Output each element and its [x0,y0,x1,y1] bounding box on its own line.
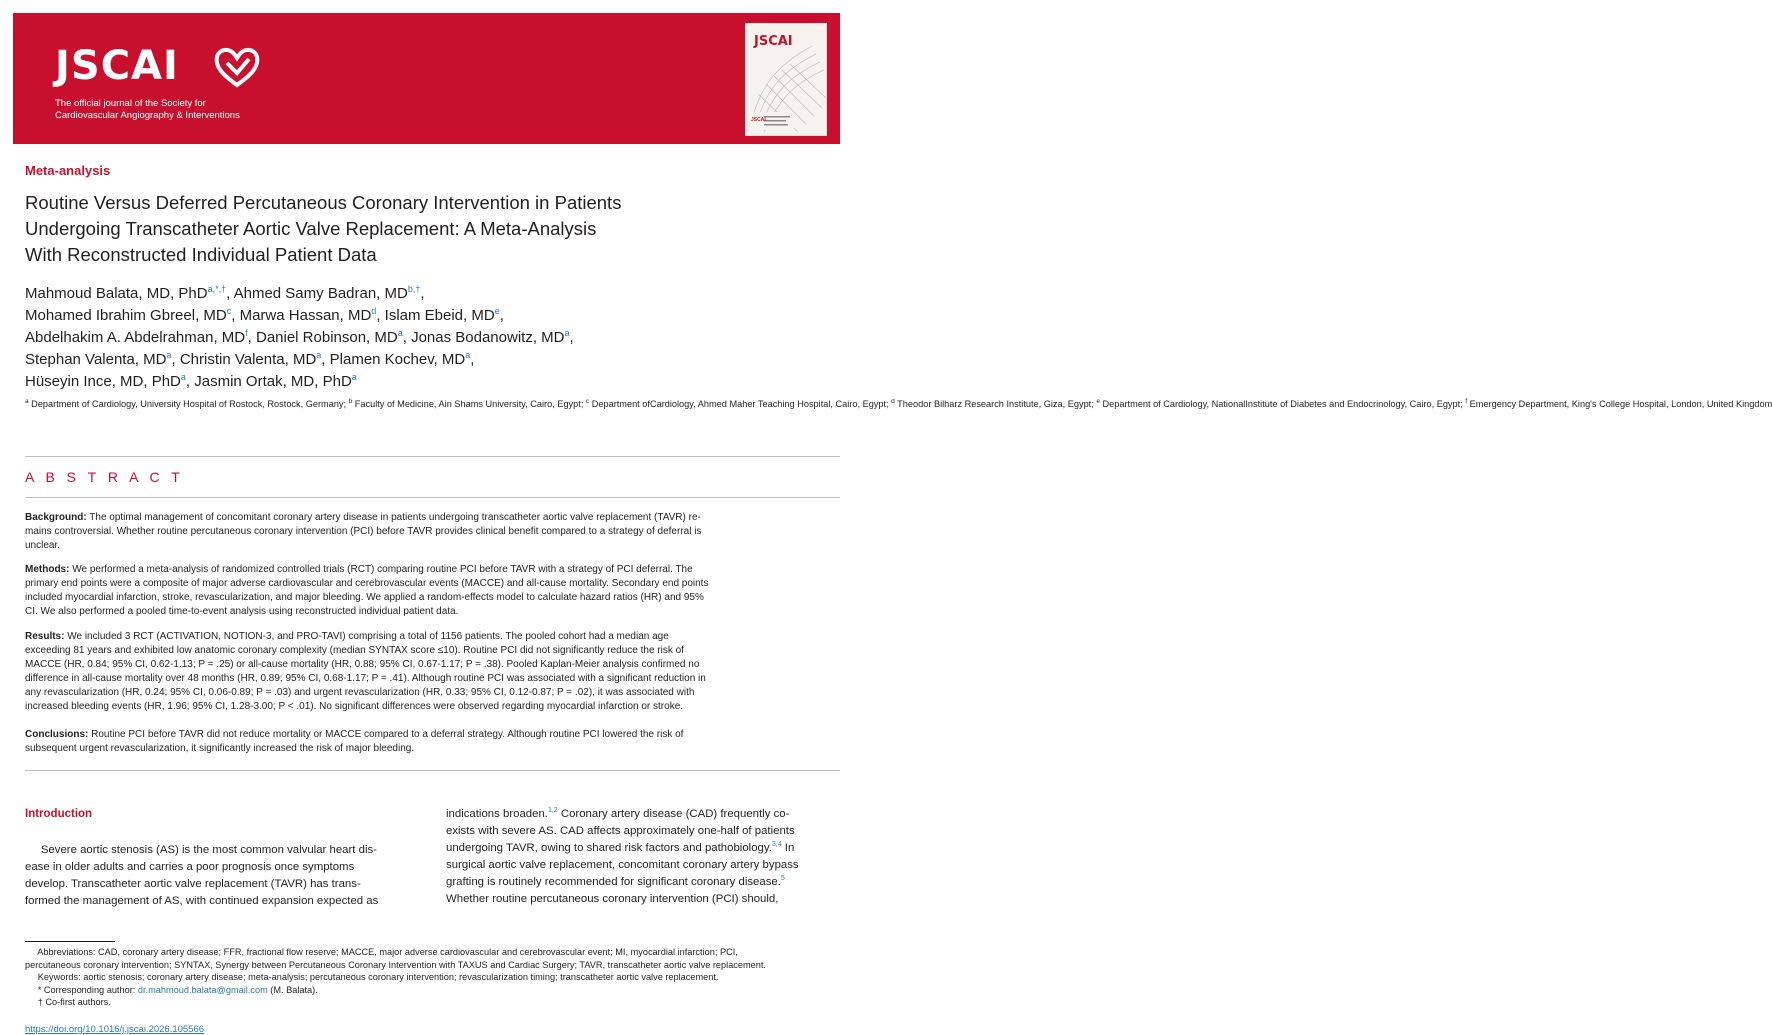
article-title: Routine Versus Deferred Percutaneous Coronary Intervention in Patients Undergoing Transcatheter Aortic Valve Replacement: A Meta-Analysis With Reconstructed Individual Patient Data [25,192,622,265]
author-affiliation-marker[interactable]: b,† [407,284,421,294]
text-run: Department of [589,399,650,409]
text-run: Severe aortic stenosis (AS) is the most common valvular heart dis- [25,844,377,856]
author-separator: , [420,285,425,302]
footnote-line: Keywords: aortic stenosis; coronary artery disease; meta-analysis; percutaneous coronary intervention; revascularization timing; transcatheter aortic valve replacement. [25,972,719,982]
author-separator: , [231,307,240,324]
abstract-text: primary end points were a composite of major adverse cardiovascular and cerebrovascular events (MACCE) and all-cause mortality. Secondary end points [25,578,709,589]
author-name[interactable]: Daniel Robinson, MD [255,329,398,346]
intro-line [446,840,841,857]
author-affiliation-marker[interactable]: e [494,306,500,316]
abstract-text: increased bleeding events (HR, 1.96; 95% CI, 1.28-3.00; P < .01). No significant differences were observed regarding myocardial infarction or stroke. [25,701,684,712]
superscript-ref[interactable]: b [348,397,353,405]
author-affiliation-marker[interactable]: a [351,372,357,382]
author-name[interactable]: Christin Valenta, MD [179,351,317,368]
author-affiliation-marker[interactable]: d [371,306,377,316]
superscript-ref[interactable]: f [1465,397,1468,405]
author-row [25,327,825,349]
text-run: Faculty of Medicine, Ain Shams University, Cairo, Egypt; [352,399,586,409]
author-name[interactable]: Abdelhakim A. Abdelrahman, MD [25,329,246,346]
corresponding-prefix: * Corresponding author: [25,984,138,995]
affiliation-line [650,399,1245,409]
divider-abstract [25,497,840,498]
abstract-line [25,511,840,525]
text-run: Coronary artery disease (CAD) frequently co- [557,808,790,820]
cofirst-note: † Co-first authors. [25,997,111,1007]
divider-top [25,456,840,457]
email-link[interactable]: dr.mahmoud.balata@gmail.com [137,984,268,995]
abstract-text: difference in all-cause mortality over 48 months (HR, 0.89; 95% CI, 0.68-1.17; P = .41). Although routine PCI was associated with a significant reduction in [25,673,706,684]
author-name[interactable]: Hüseyin Ince, MD, PhD [25,373,181,390]
author-row [25,349,825,371]
abstract-paragraph [25,511,840,553]
author-separator: , [402,329,412,346]
abstract-line [25,700,840,714]
text-run: Theodor Bilharz Research Institute, Giza, Egypt; [894,399,1097,409]
cover-small-logo: JSCAI [751,117,766,123]
footnote-line: percutaneous coronary intervention; SYNTAX, Synergy between Percutaneous Coronary Intervention with TAXUS and Cardiac Surgery; TAVR, transcatheter aortic valve replacement. [25,959,766,970]
text-run: exists with severe AS. CAD affects approximately one-half of patients [446,825,795,837]
abstract-paragraph-label: Conclusions: [25,729,89,740]
text-run: Cardiology, Ahmed Maher Teaching Hospital, Cairo, Egypt; [649,399,892,409]
intro-left-column [25,842,420,910]
text-run: Emergency Department, King's College Hospital, London, United Kingdom [1467,399,1772,409]
abstract-text: Routine PCI before TAVR did not reduce mortality or MACCE compared to a deferral strategy. Although routine PCI lowered the risk of [88,729,684,740]
abstract-text: subsequent urgent revascularization, it significantly increased the risk of major bleeding. [25,743,415,754]
text-run: In [781,842,795,854]
author-name[interactable]: Mahmoud Balata, MD, PhD [25,285,208,302]
divider-bottom [25,770,840,771]
abstract-paragraph [25,728,840,756]
author-separator: , [226,285,234,302]
author-name[interactable]: Ahmed Samy Badran, MD [233,285,408,302]
abstract-text: included myocardial infarction, stroke, revascularization, and major bleeding. We applied a random-effects model to calculate hazard ratios (HR) and 95% [25,592,704,603]
author-affiliation-marker[interactable]: a [166,350,172,360]
author-name[interactable]: Jasmin Ortak, MD, PhD [194,373,352,390]
heart-logo-icon [213,45,261,89]
journal-tagline: The official journal of the Society for Cardiovascular Angiography & Interventions [55,98,240,121]
abstract-line [25,539,840,553]
abstract-line [25,577,840,591]
abstract-line [25,728,840,742]
text-run: surgical aortic valve replacement, concomitant coronary artery bypass [446,859,799,871]
abstract-line [25,742,840,756]
intro-line [25,893,420,910]
author-separator: , [185,373,195,390]
author-affiliation-marker[interactable]: a [316,350,322,360]
abstract-line [25,658,840,672]
abstract-text: We included 3 RCT (ACTIVATION, NOTION-3, and PRO-TAVI) comprising a total of 1156 patients. The pooled cohort had a median age [64,631,669,642]
text-run: Department of Cardiology, National [1099,399,1246,409]
journal-cover-thumbnail[interactable] [745,23,827,136]
abstract-line [25,525,840,539]
intro-line [25,859,420,876]
footnotes [25,946,840,1009]
journal-header-band [13,13,840,144]
author-separator: , [247,329,256,346]
text-run: indications broaden. [446,808,548,820]
superscript-ref[interactable]: d [891,397,895,405]
author-affiliation-marker[interactable]: c [226,306,232,316]
cover-title: JSCAI [754,34,793,49]
text-run: Department of Cardiology, University Hospital of Rostock, Rostock, Germany; [28,399,349,409]
corresponding-author-line [25,984,840,997]
author-separator: , [499,307,504,324]
abstract-text: mains controversial. Whether routine percutaneous coronary intervention (PCI) before TAVR provides clinical benefit compared to a strategy of deferral is [25,526,702,537]
author-separator: , [376,307,385,324]
author-affiliation-marker[interactable]: a [465,350,471,360]
author-name[interactable]: Islam Ebeid, MD [384,307,495,324]
abstract-paragraph-label: Background: [25,512,87,523]
author-affiliation-marker[interactable]: a [397,328,403,338]
intro-line [446,874,841,891]
abstract-paragraph-label: Results: [25,631,65,642]
author-name[interactable]: Plamen Kochev, MD [329,351,466,368]
superscript-ref[interactable]: 5 [780,875,785,883]
text-run: undergoing TAVR, owing to shared risk factors and pathobiology. [446,842,772,854]
abstract-text: CI. We also performed a pooled time-to-event analysis using reconstructed individual patient data. [25,606,459,617]
abstract-line [25,605,840,619]
author-row [25,283,825,305]
text-run: ease in older adults and carries a poor prognosis once symptoms [25,861,355,873]
intro-line [446,806,841,823]
doi-link[interactable]: https://doi.org/10.1016/j.jscai.2026.105566 [25,1024,205,1035]
abstract-text: MACCE (HR, 0.84; 95% CI, 0.62-1.13; P = .25) or all-cause mortality (HR, 0.88; 95% CI, 0.67-1.17; P = .38). Pooled Kaplan-Meier analysis confirmed no [25,659,700,670]
author-separator: , [470,351,475,368]
affiliation-line [25,399,650,409]
corresponding-suffix: (M. Balata). [267,984,318,995]
intro-right-column [446,806,841,908]
text-run: grafting is routinely recommended for significant coronary disease. [446,876,781,888]
abstract-text: unclear. [25,540,61,551]
author-name[interactable]: Jonas Bodanowitz, MD [411,329,565,346]
abstract-paragraph [25,563,840,619]
text-run: Institute of Diabetes and Endocrinology, Cairo, Egypt; [1245,399,1466,409]
abstract-text: any revascularization (HR, 0.24; 95% CI, 0.06-0.89; P = .03) and urgent revascularization (HR, 0.33; 95% CI, 0.12-0.87; P = .02), it was associated with [25,687,695,698]
footnote-line: Abbreviations: CAD, coronary artery disease; FFR, fractional flow reserve; MACCE, major adverse cardiovascular and cerebrovascular event; MI, myocardial infarction; PCI, [25,947,738,957]
footnote-rule [25,941,115,942]
affiliations [25,397,1772,411]
text-run: Whether routine percutaneous coronary intervention (PCI) should, [446,893,779,905]
author-name[interactable]: Marwa Hassan, MD [239,307,372,324]
introduction-heading: Introduction [25,808,93,820]
intro-line [25,876,420,893]
intro-line [25,842,420,859]
author-name[interactable]: Stephan Valenta, MD [25,351,167,368]
abstract-text: We performed a meta-analysis of randomized controlled trials (RCT) comparing routine PCI before TAVR with a strategy of PCI deferral. The [69,564,693,575]
text-run: formed the management of AS, with continued expansion expected as [25,895,379,907]
intro-line [446,823,841,840]
superscript-ref[interactable]: a [25,397,29,405]
intro-line [446,891,841,908]
superscript-ref[interactable]: 3,4 [771,841,782,849]
article-section-label: Meta-analysis [25,163,111,178]
author-affiliation-marker[interactable]: a [564,328,570,338]
author-row [25,371,825,393]
abstract-heading: A B S T R A C T [25,469,184,485]
author-affiliation-marker[interactable]: a [180,372,186,382]
author-separator: , [321,351,330,368]
abstract-line [25,672,840,686]
superscript-ref[interactable]: 1,2 [547,807,558,815]
abstract-text: The optimal management of concomitant coronary artery disease in patients undergoing transcatheter aortic valve replacement (TAVR) re- [86,512,701,523]
affiliation-line [1245,399,1772,409]
abstract-line [25,630,840,644]
abstract-line [25,591,840,605]
author-affiliation-marker[interactable]: f [245,328,248,338]
author-separator: , [569,329,574,346]
superscript-ref[interactable]: e [1096,397,1100,405]
author-name[interactable]: Mohamed Ibrahim Gbreel, MD [25,307,227,324]
author-affiliation-marker[interactable]: a,*,† [207,284,227,294]
abstract-text: exceeding 81 years and exhibited low anatomic coronary complexity (median SYNTAX score ≤10). Routine PCI did not significantly reduce the risk of [25,645,684,656]
superscript-ref[interactable]: c [585,397,590,405]
text-run: develop. Transcatheter aortic valve replacement (TAVR) has trans- [25,878,361,890]
author-row [25,305,825,327]
abstract-line [25,686,840,700]
author-separator: , [171,351,180,368]
abstract-paragraph [25,630,840,714]
journal-logo-text: JSCAI [55,43,179,89]
intro-line [446,857,841,874]
author-list [25,283,825,393]
abstract-paragraph-label: Methods: [25,564,70,575]
abstract-line [25,563,840,577]
abstract-line [25,644,840,658]
